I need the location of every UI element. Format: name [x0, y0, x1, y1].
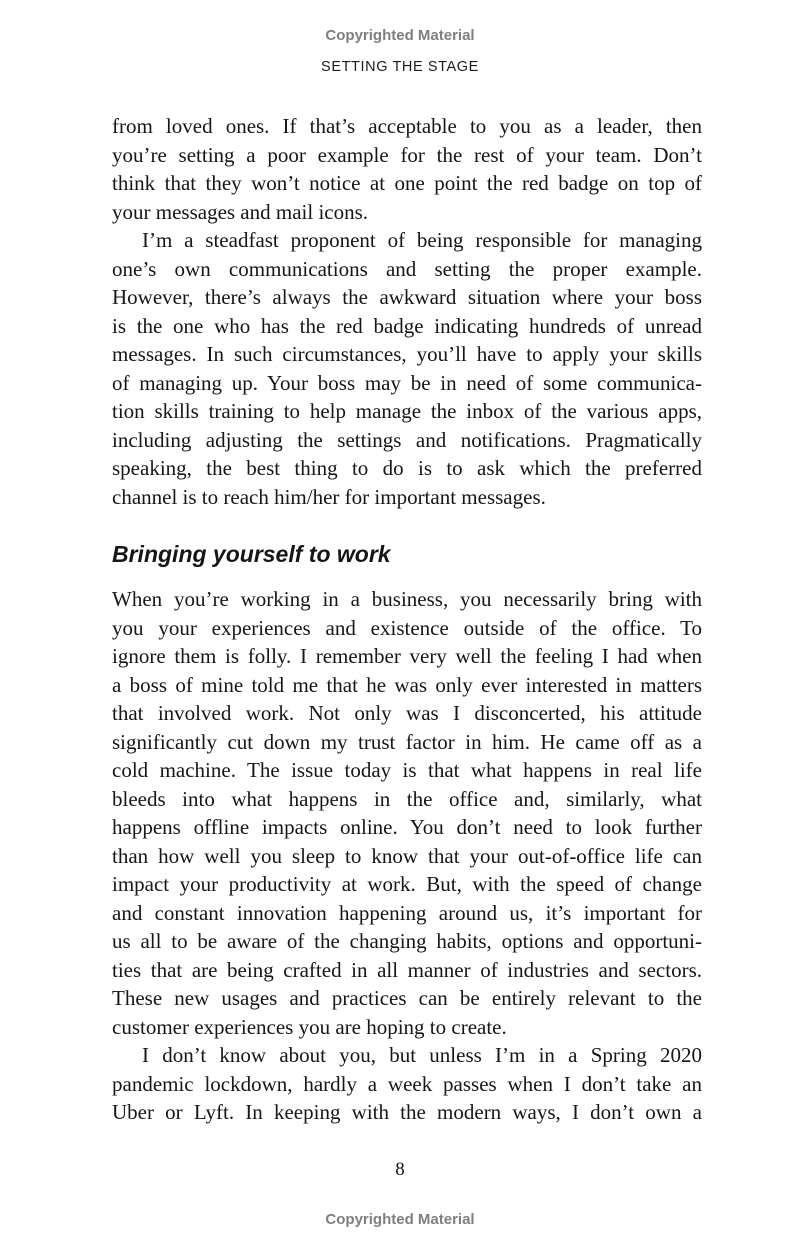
text-line: of managing up. Your boss may be in need of some communica-: [112, 370, 702, 395]
body-paragraph: [112, 226, 702, 511]
text-line: However, there’s always the awkward situation where your boss: [112, 285, 702, 309]
text-line: that involved work. Not only was I disconcerted, his attitude: [112, 701, 702, 725]
text-line: including adjusting the settings and notifications. Pragmatically: [112, 427, 702, 452]
copyright-notice-bottom: Copyrighted Material: [325, 1210, 475, 1228]
copyright-notice-top: Copyrighted Material: [325, 27, 475, 44]
section-heading: Bringing yourself to work: [112, 541, 391, 567]
text-line: ignore them is folly. I remember very well the feeling I had when: [112, 644, 702, 668]
text-line: Uber or Lyft. In keeping with the modern ways, I don’t own a: [112, 1100, 702, 1124]
text-column: [112, 112, 702, 1127]
running-header: SETTING THE STAGE: [321, 59, 479, 75]
body-paragraph: [112, 112, 702, 226]
text-line: and constant innovation happening around us, it’s important for: [112, 900, 702, 925]
text-line: pandemic lockdown, hardly a week passes when I don’t take an: [112, 1071, 702, 1096]
text-line: from loved ones. If that’s acceptable to you as a leader, then: [112, 114, 702, 138]
text-line: These new usages and practices can be entirely relevant to the: [112, 986, 702, 1010]
text-line: you your experiences and existence outside of the office. To: [112, 615, 702, 640]
body-paragraph: [112, 585, 702, 1041]
text-line: I don’t know about you, but unless I’m in a Spring 2020: [142, 1043, 702, 1067]
text-line: cold machine. The issue today is that what happens in real life: [112, 758, 702, 782]
text-line: us all to be aware of the changing habits, options and opportuni-: [112, 929, 702, 953]
text-line: speaking, the best thing to do is to ask which the preferred: [112, 456, 702, 480]
text-line: messages. In such circumstances, you’ll have to apply your skills: [112, 342, 702, 366]
body-paragraph: [112, 1041, 702, 1127]
text-line: customer experiences you are hoping to create.: [112, 1014, 507, 1039]
text-line: than how well you sleep to know that your out-of-office life can: [112, 843, 702, 868]
text-line: I’m a steadfast proponent of being responsible for managing: [142, 228, 702, 252]
text-line: bleeds into what happens in the office and, similarly, what: [112, 786, 702, 811]
text-line: is the one who has the red badge indicating hundreds of unread: [112, 313, 702, 338]
text-line: impact your productivity at work. But, with the speed of change: [112, 872, 702, 896]
text-line: When you’re working in a business, you necessarily bring with: [112, 587, 702, 611]
text-line: your messages and mail icons.: [112, 199, 369, 224]
text-line: one’s own communications and setting the proper example.: [112, 256, 702, 281]
text-line: significantly cut down my trust factor in him. He came off as a: [112, 729, 702, 754]
text-line: happens offline impacts online. You don’t need to look further: [112, 815, 702, 839]
text-line: channel is to reach him/her for important messages.: [112, 484, 546, 509]
page-number: 8: [395, 1158, 405, 1180]
text-line: a boss of mine told me that he was only ever interested in matters: [112, 672, 702, 697]
text-line: ties that are being crafted in all manner of industries and sectors.: [112, 957, 702, 982]
text-line: you’re setting a poor example for the rest of your team. Don’t: [112, 142, 702, 167]
text-line: think that they won’t notice at one point the red badge on top of: [112, 171, 702, 195]
text-line: tion skills training to help manage the inbox of the various apps,: [112, 399, 702, 423]
